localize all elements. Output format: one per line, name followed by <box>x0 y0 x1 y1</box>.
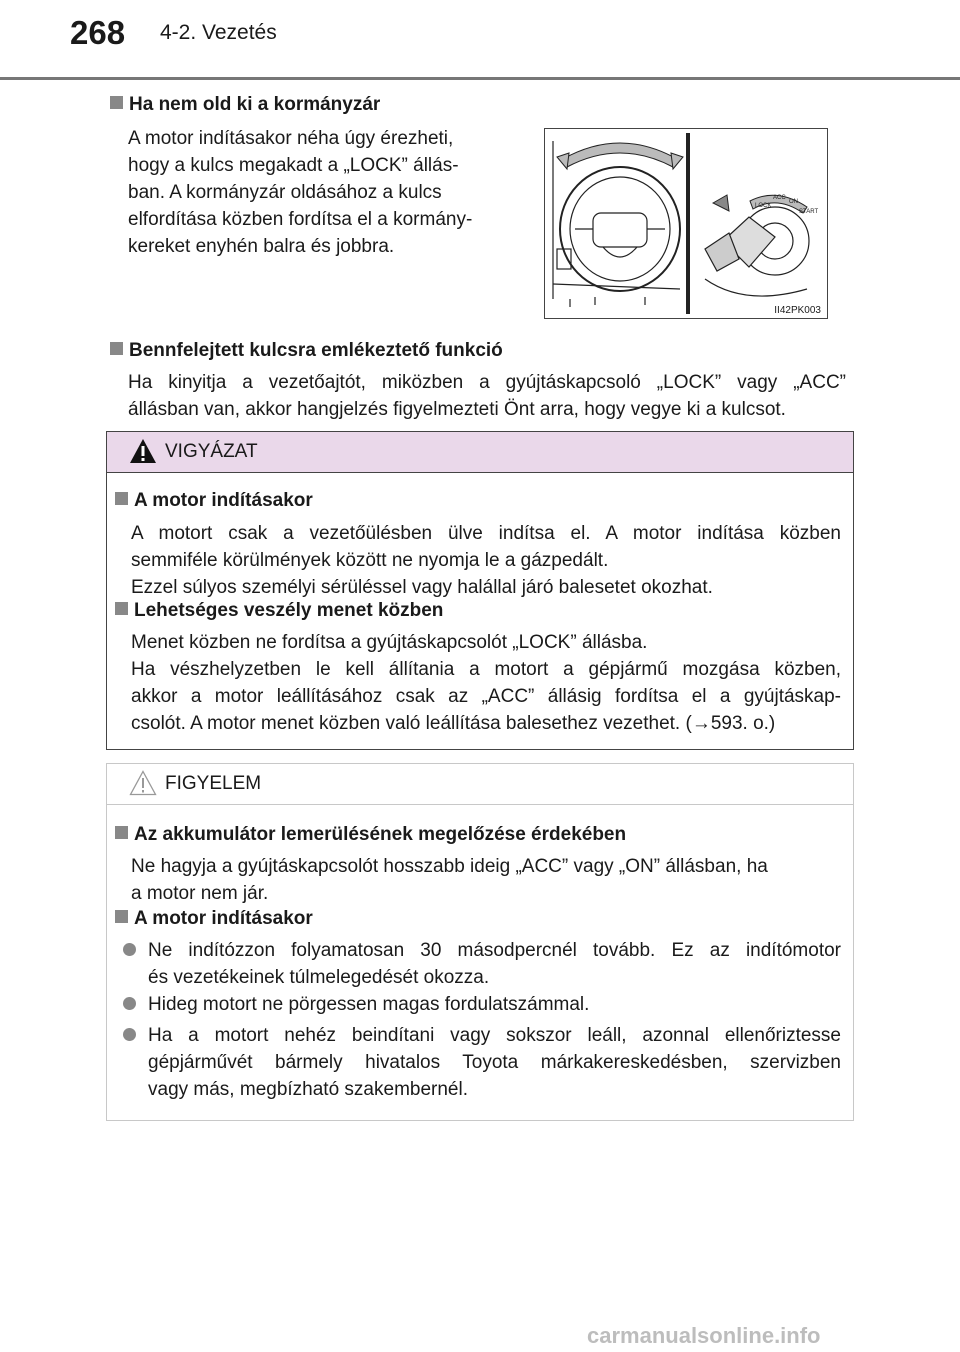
notice-item-title: Az akkumulátor lemerülésének megelőzése érdekében <box>115 824 626 846</box>
steering-wheel-key-drawing <box>545 129 827 318</box>
square-bullet-icon <box>115 826 128 839</box>
switch-label-acc: ACC <box>773 195 786 201</box>
illustration-code: II42PK003 <box>774 305 821 316</box>
warning-triangle-icon <box>129 438 157 464</box>
header-rule <box>0 77 960 80</box>
square-bullet-icon <box>110 96 123 109</box>
warning-item-title: A motor indításakor <box>115 490 313 512</box>
switch-label-lock: LOCK <box>755 203 772 209</box>
square-bullet-icon <box>115 492 128 505</box>
notice-box <box>106 763 854 1121</box>
chapter-title: 4-2. Vezetés <box>160 21 277 44</box>
page-header <box>0 0 960 80</box>
square-bullet-icon <box>115 602 128 615</box>
section-title-key-reminder: Bennfelejtett kulcsra emlékeztető funkció <box>110 340 503 362</box>
warning-item-title: Lehetséges veszély menet közben <box>115 600 443 622</box>
square-bullet-icon <box>115 910 128 923</box>
circle-bullet-icon <box>123 1028 136 1041</box>
page-number: 268 <box>70 14 126 51</box>
steering-lock-paragraph: A motor indításakor néha úgy érezheti, hogy a kulcs megakadt a „LOCK” állás- ban. A kormányzár oldásához a kulcs elfordítása közben fordítsa el a kormány- kereket enyhén balra és jobbra. <box>128 128 473 257</box>
square-bullet-icon <box>110 342 123 355</box>
switch-label-start: START <box>799 209 819 215</box>
caution-triangle-icon <box>129 770 157 796</box>
notice-header <box>107 764 853 805</box>
circle-bullet-icon <box>123 943 136 956</box>
circle-bullet-icon <box>123 997 136 1010</box>
switch-label-on: ON <box>789 199 798 205</box>
notice-item-text: Ne hagyja a gyújtáskapcsolót hosszabb ideig „ACC” vagy „ON” állásban, ha a motor nem jár. <box>131 856 768 904</box>
notice-item-title: A motor indításakor <box>115 908 313 930</box>
notice-bullet: Ne indítózzon folyamatosan 30 másodpercnél tovább. Ez az indítómotor és vezetékeinek túlmelegedését okozza. <box>115 937 841 991</box>
notice-label: FIGYELEM <box>165 773 262 794</box>
notice-bullet: Ha a motort nehéz beindítani vagy sokszor leáll, azonnal ellenőriztesse gépjárművét bármely hivatalos Toyota márkakereskedésben, szervizben vagy más, megbízható szakembernél. <box>115 1022 841 1103</box>
warning-item-text: Menet közben ne fordítsa a gyújtáskapcsolót „LOCK” állásba. Ha vészhelyzetben le kell állítania a motort a gépjármű mozgása közben, akkor a motor leállításához csak az „ACC” állásig fordítsa el a gyújtáskap- csolót. A motor menet közben való leállítása balesethez vezethet. (→593. o.) <box>131 632 841 734</box>
steering-key-illustration <box>544 128 828 319</box>
notice-bullet: Hideg motort ne pörgessen magas fordulatszámmal. <box>115 991 841 1018</box>
warning-item-text: A motort csak a vezetőülésben ülve indítsa el. A motor indítása közben semmiféle körülmények között ne nyomja le a gázpedált. Ezzel súlyos személyi sérüléssel vagy halállal járó balesetet okozhat. <box>131 523 841 598</box>
warning-label: VIGYÁZAT <box>165 441 258 462</box>
watermark: carmanualsonline.info <box>587 1323 821 1348</box>
warning-box <box>106 431 854 750</box>
warning-header <box>107 432 853 473</box>
section-title-steering-lock: Ha nem old ki a kormányzár <box>110 94 380 116</box>
key-reminder-paragraph: Ha kinyitja a vezetőajtót, miközben a gyújtáskapcsoló „LOCK” vagy „ACC” állásban van, akkor hangjelzés figyelmezteti Önt arra, hogy vegye ki a kulcsot. <box>128 372 846 420</box>
